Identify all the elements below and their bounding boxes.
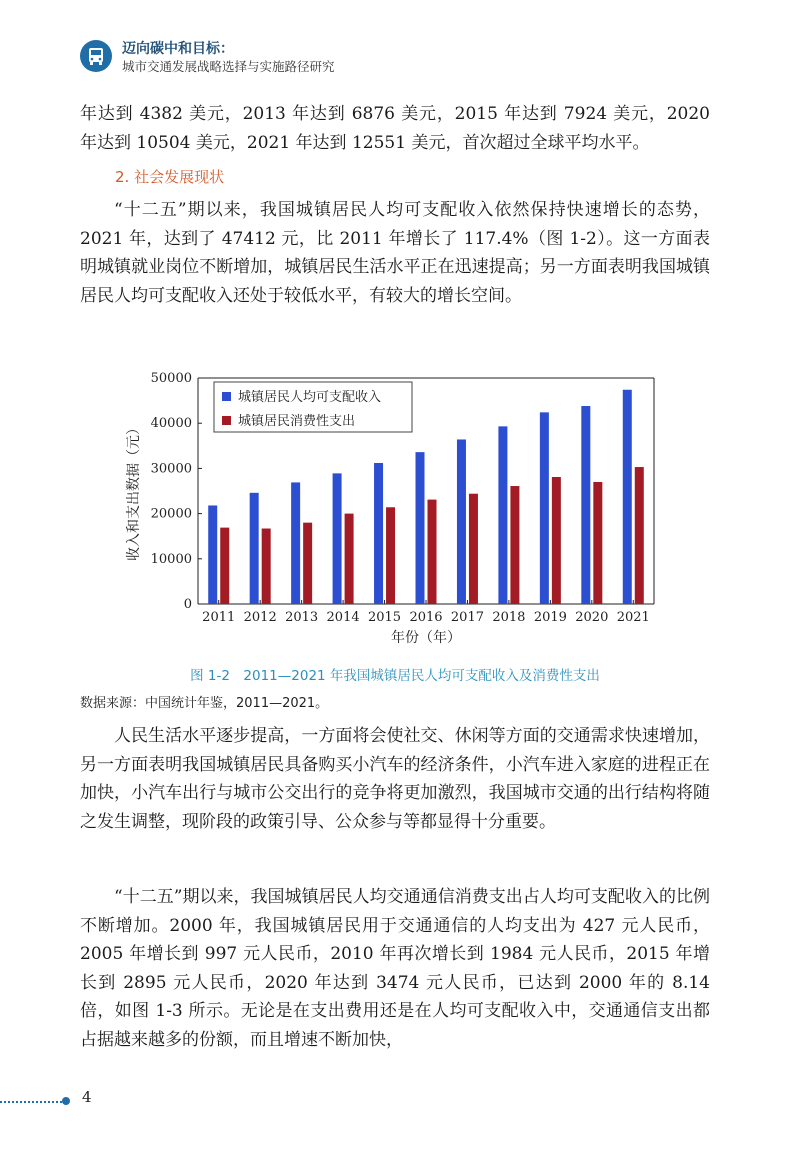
bus-icon bbox=[80, 40, 112, 72]
y-tick-label: 20000 bbox=[150, 506, 192, 522]
bar-income-2021 bbox=[623, 390, 632, 604]
x-tick-label: 2011 bbox=[202, 610, 236, 625]
data-source: 数据来源：中国统计年鉴，2011—2021。 bbox=[80, 696, 329, 711]
bar-income-2018 bbox=[498, 426, 507, 604]
paragraph-intro: 年达到 4382 美元，2013 年达到 6876 美元，2015 年达到 7924 美元，2020 年达到 10504 美元，2021 年达到 12551 美元，首次超过全球平均水平。 bbox=[80, 104, 710, 153]
bar-expenditure-2020 bbox=[593, 482, 602, 604]
bar-expenditure-2017 bbox=[469, 494, 478, 604]
x-tick-label: 2020 bbox=[575, 610, 609, 625]
y-tick-label: 30000 bbox=[150, 461, 192, 477]
x-tick-label: 2018 bbox=[492, 610, 526, 625]
bar-income-2019 bbox=[540, 412, 549, 604]
section-heading: 2. 社会发展现状 bbox=[115, 168, 225, 186]
bar-income-2017 bbox=[457, 439, 466, 604]
bar-income-2012 bbox=[250, 493, 259, 604]
header-subtitle: 城市交通发展战略选择与实施路径研究 bbox=[122, 59, 335, 74]
bar-expenditure-2014 bbox=[345, 514, 354, 604]
bar-income-2020 bbox=[581, 406, 590, 604]
bar-expenditure-2021 bbox=[635, 467, 644, 604]
legend-label-expenditure: 城镇居民消费性支出 bbox=[238, 414, 356, 429]
page-number: 4 bbox=[82, 1088, 92, 1106]
paragraph-transport-spending: “十二五”期以来，我国城镇居民人均交通通信消费支出占人均可支配收入的比例不断增加。2000 年，我国城镇居民用于交通通信的人均支出为 427 元人民币，2005 年增长到 997 元人民币，2010 年再次增长到 1984 元人民币，2015 年增长到 2895 元人民币，2020 年达到 3474 元人民币，已达到 2000 年的 8.14 倍，如图 1-3 所示。无论是在支出费用还是在人均可支配收入中，交通通信支出都占据越来越多的份额，而且增速不断加快， bbox=[80, 887, 710, 1050]
y-tick-label: 50000 bbox=[150, 371, 192, 386]
bar-income-2014 bbox=[333, 473, 342, 604]
paragraph-social-status: “十二五”期以来，我国城镇居民人均可支配收入依然保持快速增长的态势，2021 年，达到了 47412 元，比 2011 年增长了 117.4%（图 1-2）。这一方面表明城镇就业岗位不断增加，城镇居民生活水平正在迅速提高；另一方面表明我国城镇居民人均可支配收入还处于较低水平，有较大的增长空间。 bbox=[80, 200, 710, 306]
bar-expenditure-2015 bbox=[386, 507, 395, 604]
x-axis-title: 年份（年） bbox=[391, 630, 461, 646]
bar-expenditure-2011 bbox=[220, 528, 229, 604]
x-tick-label: 2019 bbox=[533, 610, 567, 625]
y-tick-label: 40000 bbox=[150, 416, 192, 432]
x-tick-label: 2017 bbox=[450, 610, 485, 625]
x-tick-label: 2013 bbox=[285, 610, 319, 625]
header-title: 迈向碳中和目标： bbox=[122, 41, 234, 57]
bar-expenditure-2018 bbox=[510, 486, 519, 604]
bar-expenditure-2013 bbox=[303, 523, 312, 604]
bar-income-2011 bbox=[208, 505, 217, 604]
x-tick-label: 2014 bbox=[326, 610, 360, 625]
legend-swatch-income bbox=[222, 392, 231, 401]
x-tick-label: 2016 bbox=[409, 610, 443, 625]
figure-caption: 图 1-2 2011—2021 年我国城镇居民人均可支配收入及消费性支出 bbox=[190, 668, 600, 684]
x-tick-label: 2015 bbox=[367, 610, 402, 625]
footer-dotted-rule bbox=[0, 1101, 62, 1103]
bar-expenditure-2019 bbox=[552, 477, 561, 604]
x-tick-label: 2012 bbox=[243, 610, 277, 625]
bar-expenditure-2012 bbox=[262, 529, 271, 604]
income-expenditure-chart bbox=[120, 360, 670, 660]
legend-swatch-expenditure bbox=[222, 416, 231, 425]
legend-label-income: 城镇居民人均可支配收入 bbox=[238, 390, 382, 405]
bar-expenditure-2016 bbox=[428, 500, 437, 604]
y-axis-title: 收入和支出数据（元） bbox=[126, 421, 142, 561]
bar-income-2015 bbox=[374, 463, 383, 604]
paragraph-living-standard: 人民生活水平逐步提高，一方面将会使社交、休闲等方面的交通需求快速增加，另一方面表明我国城镇居民具备购买小汽车的经济条件，小汽车进入家庭的进程正在加快，小汽车出行与城市公交出行的竞争将更加激烈，我国城市交通的出行结构将随之发生调整，现阶段的政策引导、公众参与等都显得十分重要。 bbox=[80, 726, 710, 832]
footer-dot bbox=[62, 1097, 70, 1105]
bar-income-2016 bbox=[416, 452, 425, 604]
y-tick-label: 0 bbox=[183, 597, 192, 612]
bar-income-2013 bbox=[291, 482, 300, 604]
y-tick-label: 10000 bbox=[150, 551, 192, 567]
x-tick-label: 2021 bbox=[616, 610, 650, 625]
